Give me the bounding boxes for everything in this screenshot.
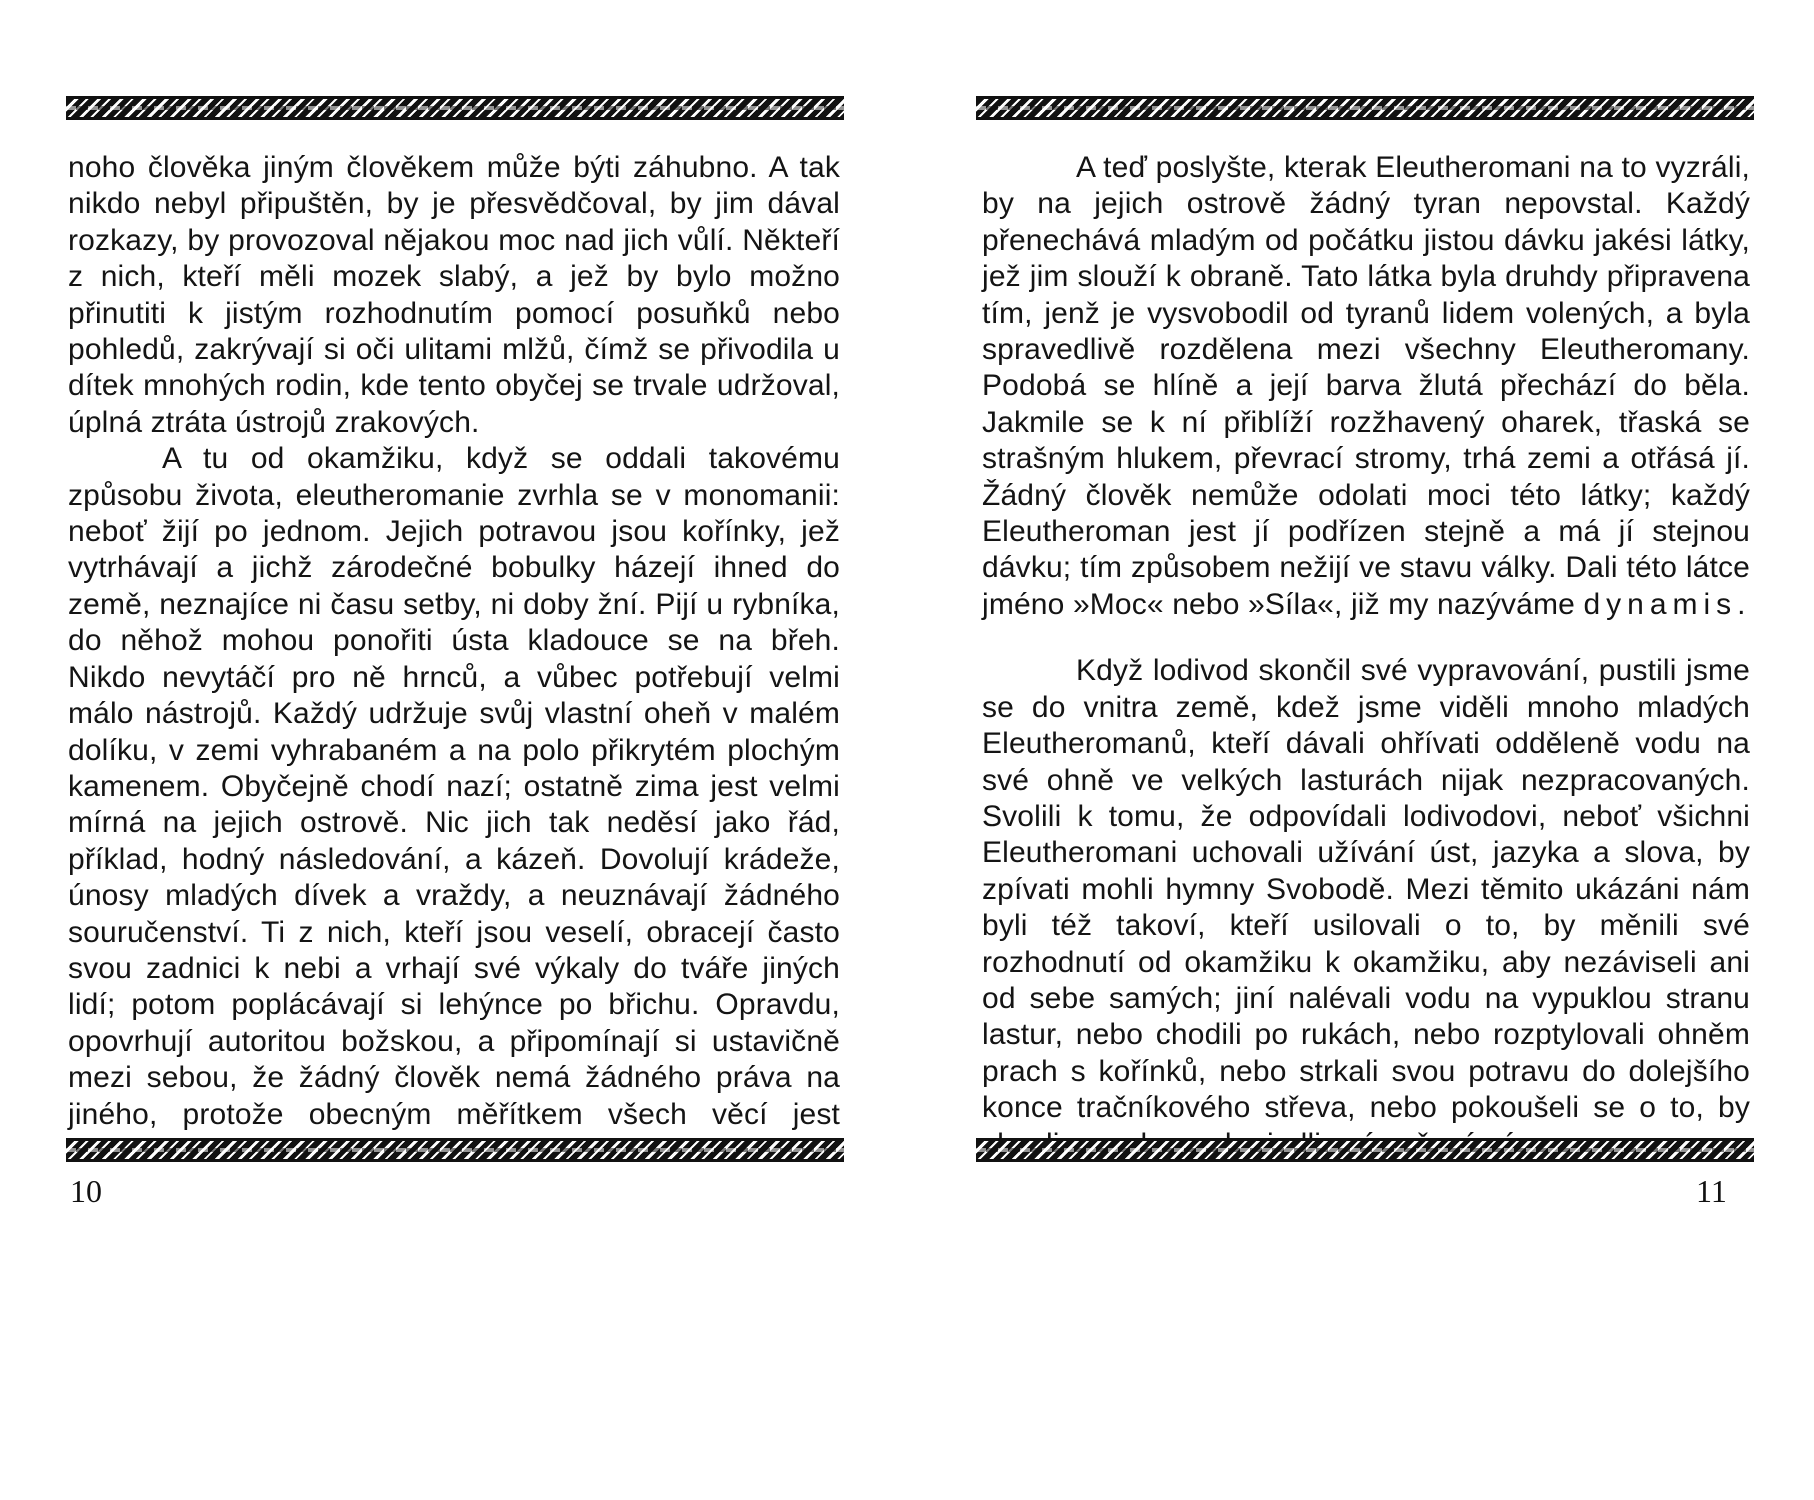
emphasis-word: dynamis [1583, 587, 1738, 621]
left-paragraph-2: A tu od okamžiku, když se oddali takovému způsobu života, eleutheromanie zvrhla se v monomanii: neboť žijí po jednom. Jejich potravou jsou kořínky, jež vytrhávají a jichž zárodečné bobulky házejí ihned do země, neznajíce ni času setby, ni doby žní. Pijí u rybníka, do něhož mohou ponořiti ústa kladouce se na břeh. Nikdo nevytáčí pro ně hrnců, a vůbec potřebují velmi málo nástrojů. Každý udržuje svůj vlastní oheň v malém dolíku, v zemi vyhrabaném a na polo přikrytém plochým kamenem. Obyčejně chodí nazí; ostatně zima jest velmi mírná na jejich ostrově. Nic jich tak neděsí jako řád, příklad, hodný následování, a kázeň. Dovolují krádeže, únosy mladých dívek a vraždy, a neuznávají žádného souručenství. Ti z nich, kteří jsou veselí, obracejí často svou zadnici k nebi a vrhají své výkaly do tváře jiných lidí; potom poplácávají si lehýnce po břichu. Opravdu, opovrhují autoritou božskou, a připomínají si ustavičně mezi sebou, že žádný člověk nemá žádného práva na jiného, protože obecným měřítkem všech věcí jest [68, 442, 840, 1131]
left-page-body [68, 150, 840, 1169]
right-paragraph-1-end: . [1737, 587, 1746, 621]
page-number: 11 [1696, 1173, 1727, 1209]
top-ornament-band [66, 96, 844, 120]
right-page [900, 0, 1814, 1500]
right-paragraph-2: Když lodivod skončil své vypravování, pustili jsme se do vnitra země, kdež jsme viděli mnoho mladých Eleutheromanů, kteří dávali ohřívati odděleně vodu na své ohně ve velkých lasturách nijak nezpracovaných. Svolili k tomu, že odpovídali lodivodovi, neboť všichni Eleutheromani uchovali užívání úst, jazyka a slova, by zpívati mohli hymny Svobodě. Mezi těmito ukázáni nám byli též takoví, kteří usilovali o to, by měnili své rozhodnutí od okamžiku k okamžiku, aby nezáviseli ani od sebe samých; jiní nalévali vodu na vypuklou stranu lastur, nebo chodili po rukách, nebo rozptylovali ohněm prach s kořínků, nebo strkali svou potravu do dolejšího konce tračníkového střeva, nebo pokoušeli se o to, by [982, 654, 1750, 1125]
left-page [0, 0, 900, 1500]
page-number: 10 [70, 1173, 102, 1209]
right-paragraph-1-text: A teď poslyšte, kterak Eleutheromani na to vyzráli, by na jejich ostrově žádný tyran nepovstal. Každý přenechává mladým od počátku jistou dávku jakési látky, jež jim slouží k obraně. Tato látka byla druhdy připravena tím, jenž je vysvobodil od tyranů lidem volených, a byla spravedlivě rozdělena mezi všechny Eleutheromany. Podobá se hlíně a její barva žlutá přechází do běla. Jakmile se k ní přiblíží rozžhavený oharek, třaská se strašným hlukem, převrací stromy, trhá zemi a otřásá jí. Žádný člověk nemůže odolati moci této látky; každý Eleutheroman jest jí podřízen stejně a má jí stejnou dávku; tím způsobem nežijí ve stavu války. Dali této látce jméno »Moc« nebo »Síla«, již my nazýváme [982, 151, 1750, 621]
right-page-body [982, 150, 1750, 1163]
bottom-ornament-band [976, 1138, 1754, 1162]
bottom-ornament-band [66, 1138, 844, 1162]
right-paragraph-1 [982, 150, 1750, 623]
top-ornament-band [976, 96, 1754, 120]
left-paragraph-1: noho člověka jiným člověkem může býti záhubno. A tak nikdo nebyl připuštěn, by je přesvědčoval, by jim dával rozkazy, by provozoval nějakou moc nad jich vůlí. Někteří z nich, kteří měli mozek slabý, a jež by bylo možno přinutiti k jistým rozhodnutím pomocí posuňků nebo pohledů, zakrývají si oči ulitami mlžů, čímž se přivodila u dítek mnohých rodin, kde tento obyčej se trvale udržoval, úplná ztráta ústrojů zrakových. [68, 151, 840, 439]
